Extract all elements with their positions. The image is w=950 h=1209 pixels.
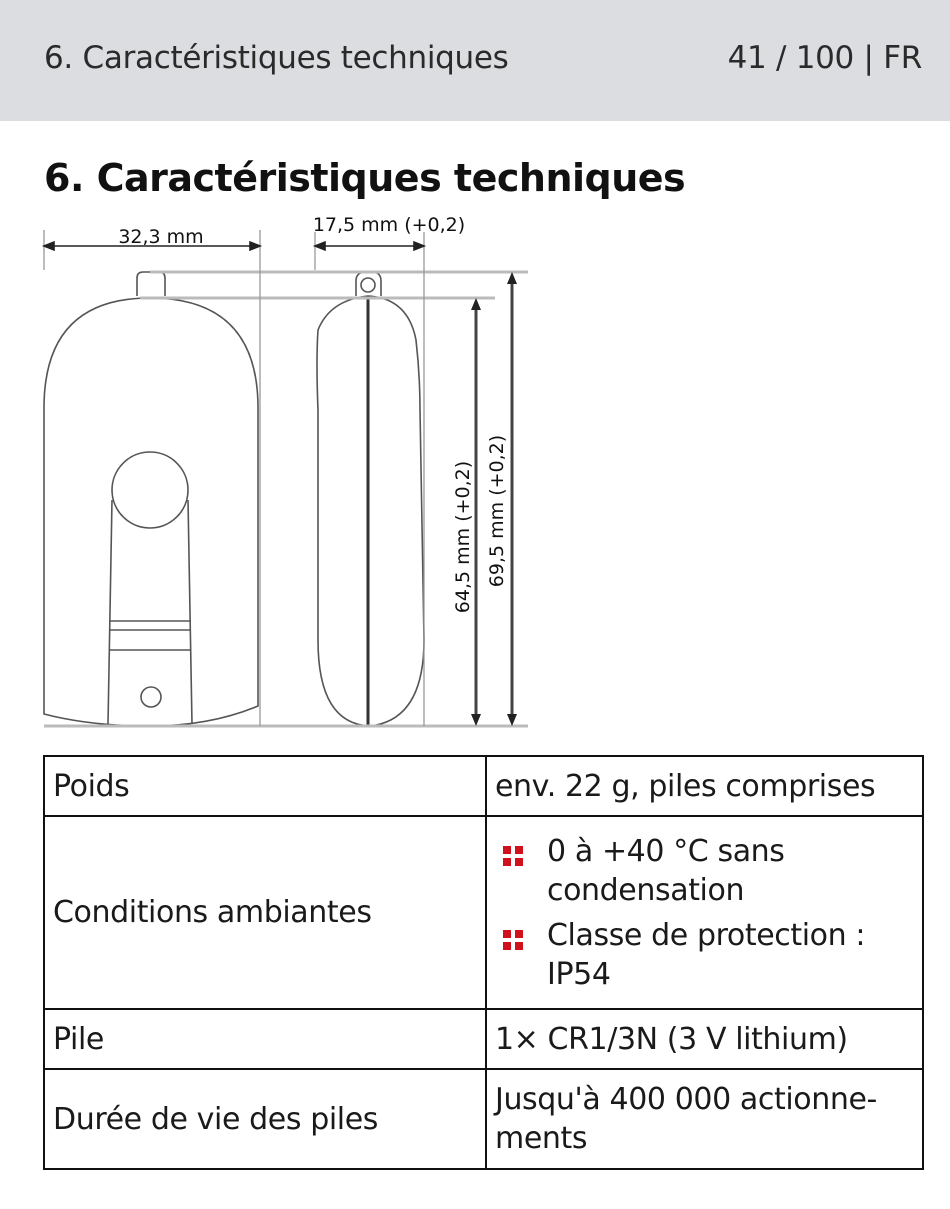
bullet-text: 0 à +40 °C sans condensation <box>547 833 785 908</box>
list-item <box>495 916 914 994</box>
spec-label: Durée de vie des piles <box>44 1069 486 1169</box>
header-section-title: 6. Caractéristiques techniques <box>44 40 509 76</box>
red-square-bullet-icon <box>503 846 523 866</box>
spec-label: Conditions ambiantes <box>44 816 486 1009</box>
list-item <box>495 832 914 910</box>
height-inner-label: 64,5 mm (+0,2) <box>452 460 474 614</box>
page-header <box>0 0 950 121</box>
spec-value-list <box>486 816 923 1009</box>
front-view-outline <box>44 298 258 726</box>
spec-value: 1× CR1/3N (3 V lithium) <box>486 1009 923 1069</box>
spec-label: Pile <box>44 1009 486 1069</box>
red-square-bullet-icon <box>503 930 523 950</box>
spec-table <box>43 755 924 1170</box>
section-title: 6. Caractéristiques techniques <box>44 156 686 200</box>
depth-label: 17,5 mm (+0,2) <box>312 214 466 236</box>
height-outer-label: 69,5 mm (+0,2) <box>486 434 508 588</box>
width-label: 32,3 mm <box>118 226 204 248</box>
spec-value: env. 22 g, piles comprises <box>486 756 923 816</box>
spec-label: Poids <box>44 756 486 816</box>
dimension-drawing <box>0 200 560 740</box>
table-row <box>44 1069 923 1169</box>
side-view-outline <box>317 296 424 726</box>
table-row <box>44 1009 923 1069</box>
header-page-number: 41 / 100 | FR <box>727 40 922 76</box>
front-view-tab <box>137 272 165 296</box>
table-row <box>44 816 923 1009</box>
bullet-text: Classe de protection : IP54 <box>547 917 866 992</box>
spec-value: Jusqu'à 400 000 actionne-ments <box>486 1069 923 1169</box>
table-row <box>44 756 923 816</box>
